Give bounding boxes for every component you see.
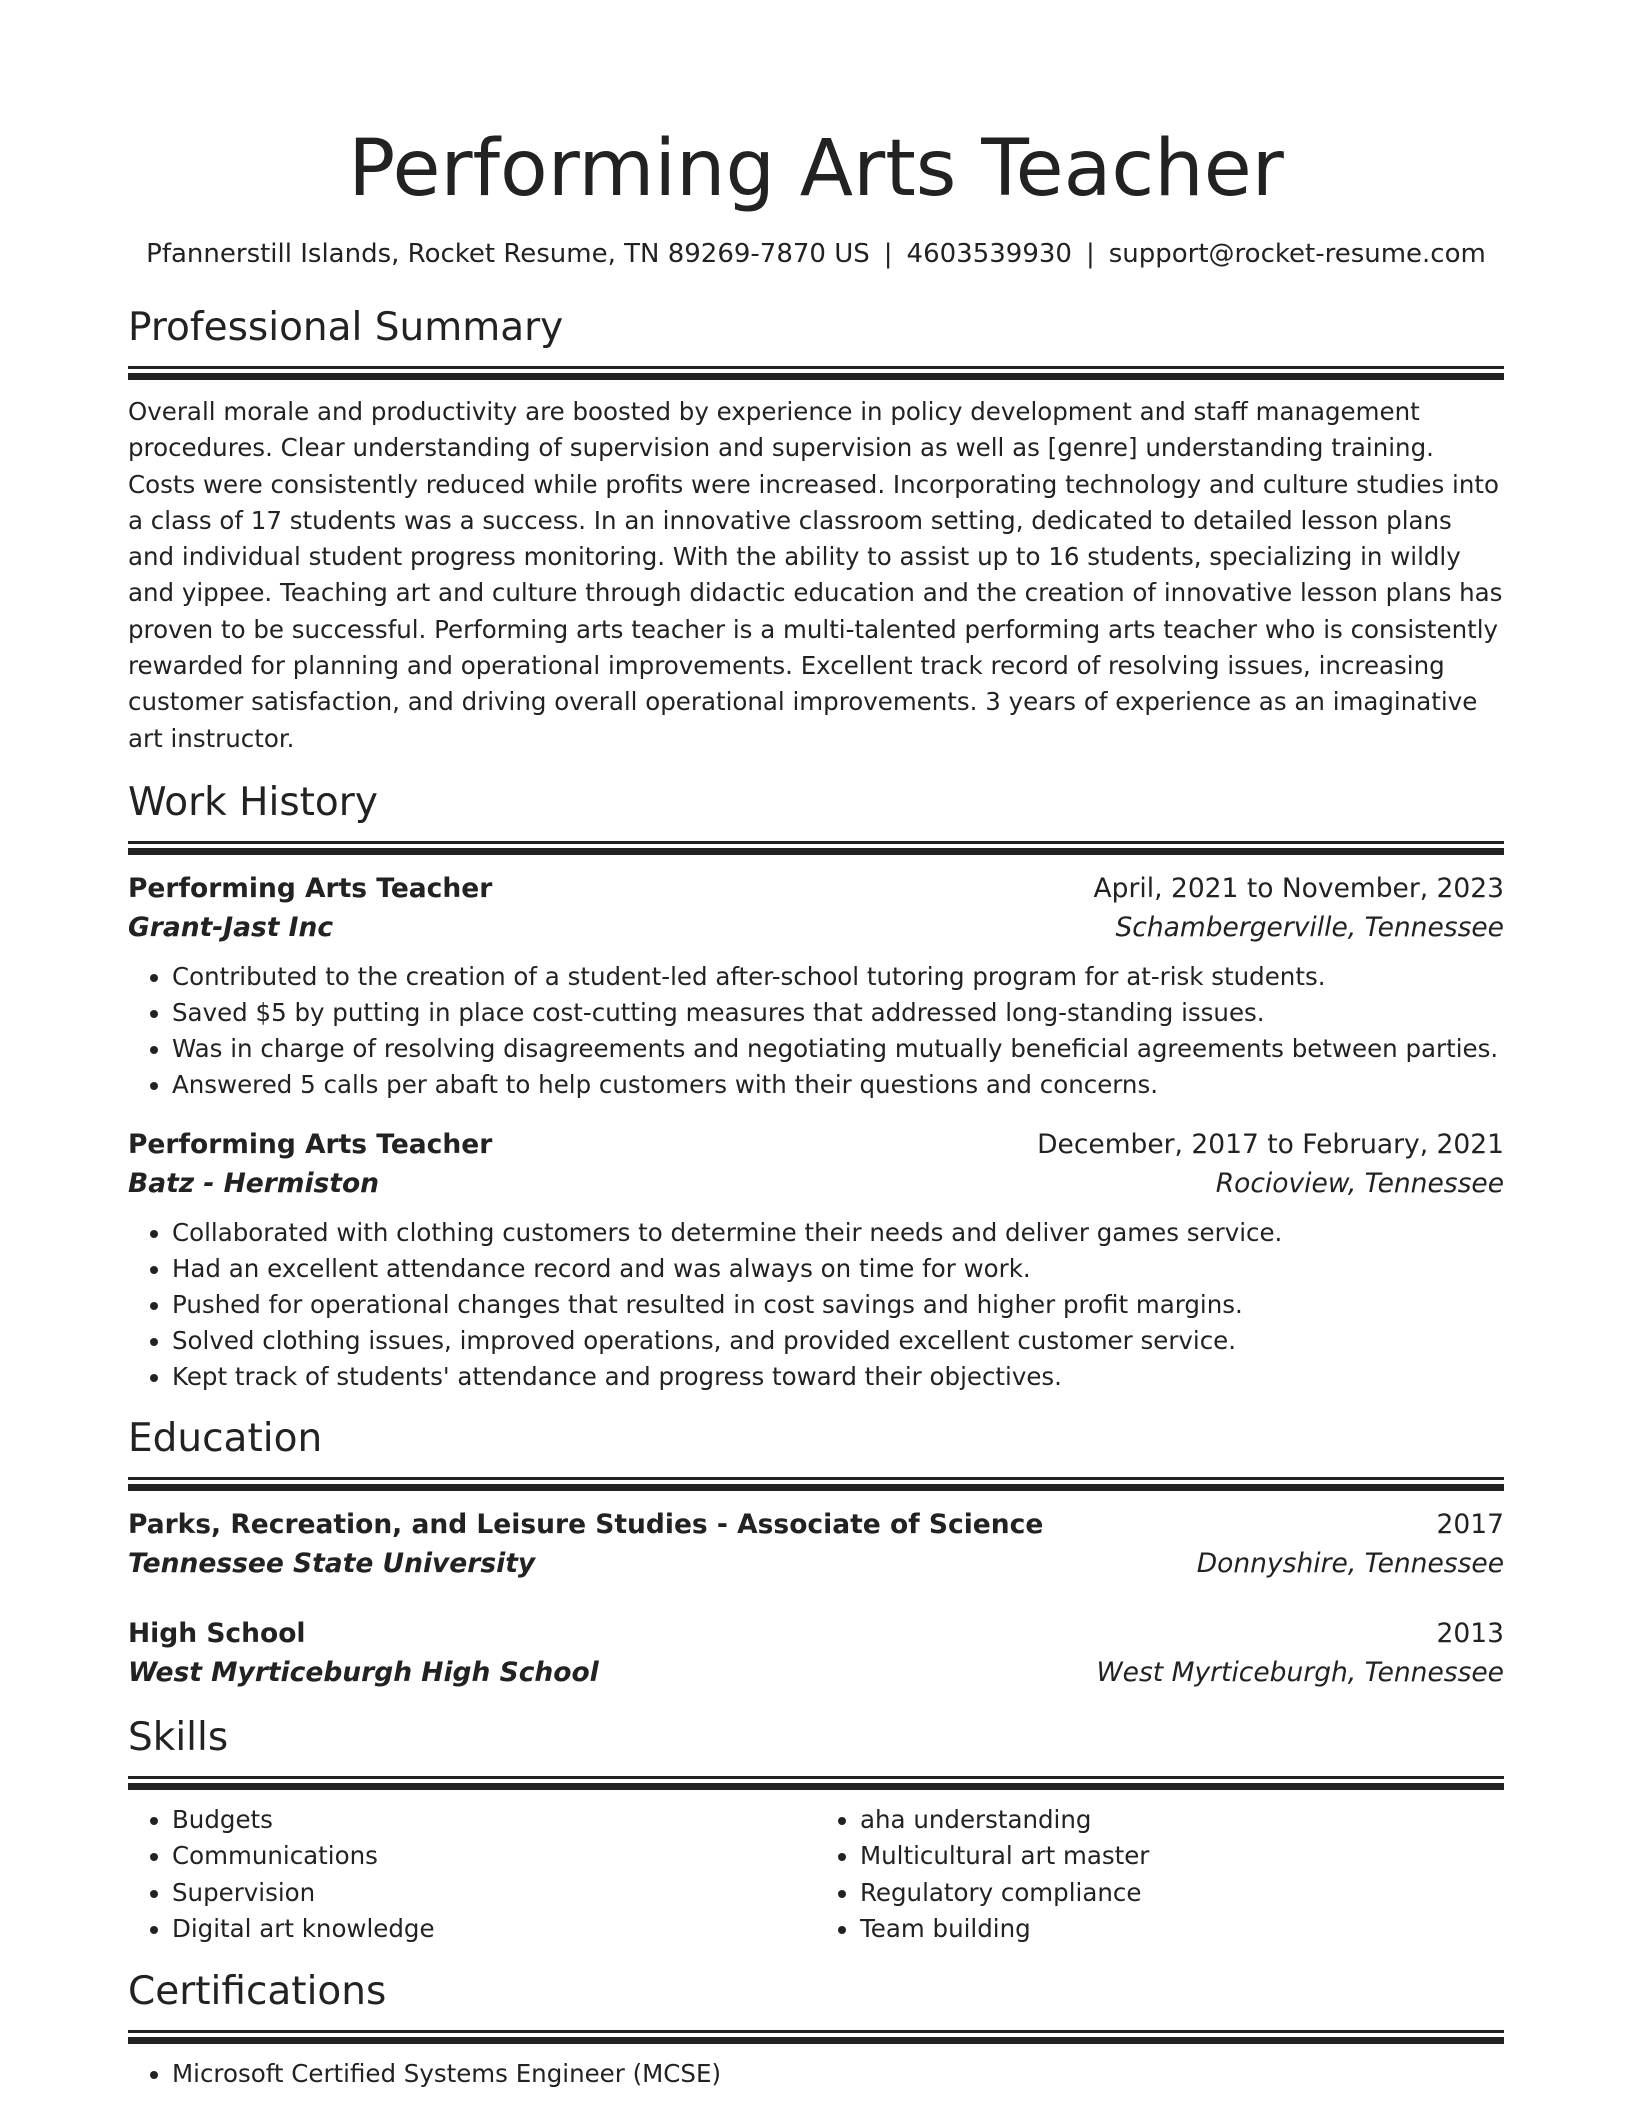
work-history-section [128, 779, 1504, 1395]
contact-separator: | [883, 239, 893, 269]
education-entry [128, 1505, 1504, 1583]
list-item: • Saved $5 by putting in place cost-cutting measures that addressed long-standing issues. [172, 995, 1504, 1031]
education-header-row [128, 1505, 1504, 1544]
skill-item: • aha understanding [860, 1802, 1504, 1839]
skill-item: • Team building [860, 1911, 1504, 1948]
job-company-row [128, 1164, 1504, 1203]
education-section [128, 1415, 1504, 1692]
skills-section [128, 1714, 1504, 1948]
summary-text: Overall morale and productivity are boosted by experience in policy development and staff management procedures. Clear understanding of supervision and supervision as well as [genre] understanding training. Costs were consistently reduced while profits were increased. Incorporating technology and culture studies into a class of 17 students was a success. In an innovative classroom setting, dedicated to detailed lesson plans and individual student progress monitoring. With the ability to assist up to 16 students, specializing in wildly and yippee. Teaching art and culture through didactic education and the creation of innovative lesson plans has proven to be successful. Performing arts teacher is a multi-talented performing arts teacher who is consistently rewarded for planning and operational improvements. Excellent track record of resolving issues, increasing customer satisfaction, and driving overall operational improvements. 3 years of experience as an imaginative art instructor. [128, 397, 1503, 753]
list-item: • Contributed to the creation of a student-led after-school tutoring program for at-risk students. [172, 959, 1504, 995]
education-entry [128, 1614, 1504, 1692]
list-item: • Solved clothing issues, improved operations, and provided excellent customer service. [172, 1323, 1504, 1359]
summary-section [128, 304, 1504, 757]
contact-email: support@rocket-resume.com [1108, 239, 1486, 269]
job-dates: December, 2017 to February, 2021 [1037, 1128, 1504, 1160]
section-rule [128, 1477, 1504, 1480]
skills-list-left [128, 1802, 816, 1948]
education-degree: Parks, Recreation, and Leisure Studies - Associate of Science [128, 1508, 1044, 1540]
section-rule [128, 1776, 1504, 1779]
job-title: Performing Arts Teacher [128, 1128, 493, 1160]
skill-item: • Regulatory compliance [860, 1875, 1504, 1912]
education-header-row [128, 1614, 1504, 1653]
contact-phone: 4603539930 [906, 239, 1072, 269]
section-rule [128, 2030, 1504, 2033]
job-title: Performing Arts Teacher [128, 872, 493, 904]
education-school-row [128, 1653, 1504, 1692]
certifications-list [128, 2056, 1504, 2092]
section-title-education: Education [128, 1415, 323, 1461]
list-item: • Was in charge of resolving disagreements and negotiating mutually beneficial agreements between parties. [172, 1031, 1504, 1067]
section-title-work: Work History [128, 779, 378, 825]
education-location: Donnyshire, Tennessee [1196, 1547, 1504, 1579]
education-year: 2013 [1436, 1617, 1504, 1649]
education-degree: High School [128, 1617, 306, 1649]
skill-item: • Supervision [172, 1875, 816, 1912]
education-school-row [128, 1544, 1504, 1583]
section-rule-thick [128, 848, 1504, 855]
job-company: Grant-Jast Inc [128, 911, 334, 943]
job-bullets [128, 959, 1504, 1103]
job-entry [128, 869, 1504, 1103]
skills-list-right [816, 1802, 1504, 1948]
section-title-skills: Skills [128, 1714, 229, 1760]
resume-content [128, 118, 1504, 2092]
list-item: • Kept track of students' attendance and progress toward their objectives. [172, 1359, 1504, 1395]
education-school: Tennessee State University [128, 1547, 536, 1579]
skill-item: • Digital art knowledge [172, 1911, 816, 1948]
list-item: • Pushed for operational changes that resulted in cost savings and higher profit margins. [172, 1287, 1504, 1323]
education-school: West Myrticeburgh High School [128, 1656, 599, 1688]
section-rule [128, 366, 1504, 369]
contact-address: Pfannerstill Islands, Rocket Resume, TN 89269-7870 US [146, 239, 870, 269]
section-rule-thick [128, 373, 1504, 380]
job-location: Rocioview, Tennessee [1215, 1167, 1504, 1199]
job-bullets [128, 1215, 1504, 1395]
section-rule [128, 841, 1504, 844]
list-item: • Answered 5 calls per abaft to help customers with their questions and concerns. [172, 1067, 1504, 1103]
list-item: • Had an excellent attendance record and was always on time for work. [172, 1251, 1504, 1287]
certifications-section [128, 1968, 1504, 2092]
section-rule-thick [128, 1484, 1504, 1491]
resume-name: Performing Arts Teacher [348, 124, 1284, 214]
contact-line [128, 236, 1504, 272]
skill-item: • Multicultural art master [860, 1838, 1504, 1875]
job-company: Batz - Hermiston [128, 1167, 380, 1199]
job-entry [128, 1125, 1504, 1395]
job-location: Schambergerville, Tennessee [1115, 911, 1504, 943]
job-company-row [128, 908, 1504, 947]
contact-separator: | [1085, 239, 1095, 269]
skills-columns [128, 1802, 1504, 1948]
job-header-row [128, 869, 1504, 908]
section-rule-thick [128, 2037, 1504, 2044]
certification-item: • Microsoft Certified Systems Engineer (MCSE) [172, 2056, 1504, 2092]
section-title-certifications: Certifications [128, 1968, 387, 2014]
education-location: West Myrticeburgh, Tennessee [1096, 1656, 1504, 1688]
section-title-summary: Professional Summary [128, 305, 564, 350]
section-rule-thick [128, 1783, 1504, 1790]
job-dates: April, 2021 to November, 2023 [1093, 872, 1504, 904]
list-item: • Collaborated with clothing customers to determine their needs and deliver games service. [172, 1215, 1504, 1251]
skill-item: • Communications [172, 1838, 816, 1875]
job-header-row [128, 1125, 1504, 1164]
education-year: 2017 [1436, 1508, 1504, 1540]
skill-item: • Budgets [172, 1802, 816, 1839]
